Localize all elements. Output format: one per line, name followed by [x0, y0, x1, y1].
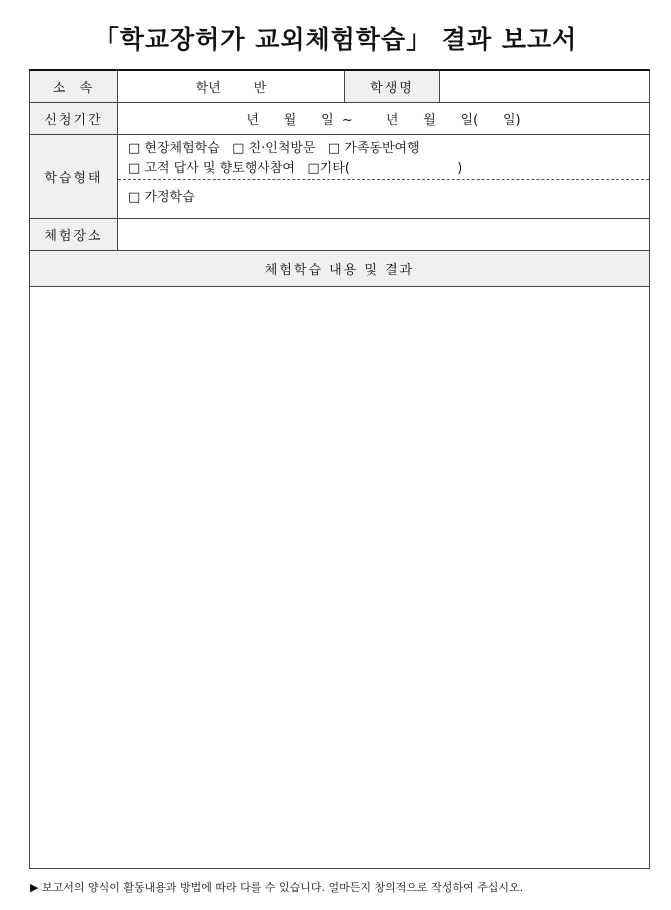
place-field[interactable] [118, 218, 650, 250]
student-name-label: 학생명 [345, 70, 440, 102]
footer-note: ▶ 보고서의 양식이 활동내용과 방법에 따라 다를 수 있습니다. 얼마든지 창의적으로 작성하여 주십시오. [30, 881, 524, 894]
place-row [30, 218, 650, 250]
learning-type-line-2[interactable]: □ 고적 답사 및 향토행사참여 □기타( ) [128, 161, 463, 176]
learning-type-label: 학습형태 [30, 134, 118, 218]
learning-type-line-1[interactable]: □ 현장체험학습 □ 친·인척방문 □ 가족동반여행 [128, 141, 420, 156]
learning-type-options [118, 134, 650, 218]
affiliation-row [30, 70, 650, 102]
student-name-field[interactable] [440, 70, 650, 102]
report-form [29, 69, 650, 869]
period-field[interactable]: 년 월 일 ~ 년 월 일( 일) [118, 102, 650, 134]
content-area[interactable] [30, 286, 650, 869]
learning-type-row [30, 134, 650, 218]
section-header-row [30, 250, 650, 286]
page-title: 「학교장허가 교외체험학습」 결과 보고서 [93, 25, 578, 54]
period-label: 신청기간 [30, 102, 118, 134]
content-row [30, 286, 650, 869]
learning-type-line-3[interactable]: □ 가정학습 [128, 190, 195, 205]
affiliation-label: 소 속 [30, 70, 118, 102]
grade-class-field[interactable]: 학년 반 [118, 70, 345, 102]
period-row [30, 102, 650, 134]
place-label: 체험장소 [30, 218, 118, 250]
section-header: 체험학습 내용 및 결과 [30, 250, 650, 286]
